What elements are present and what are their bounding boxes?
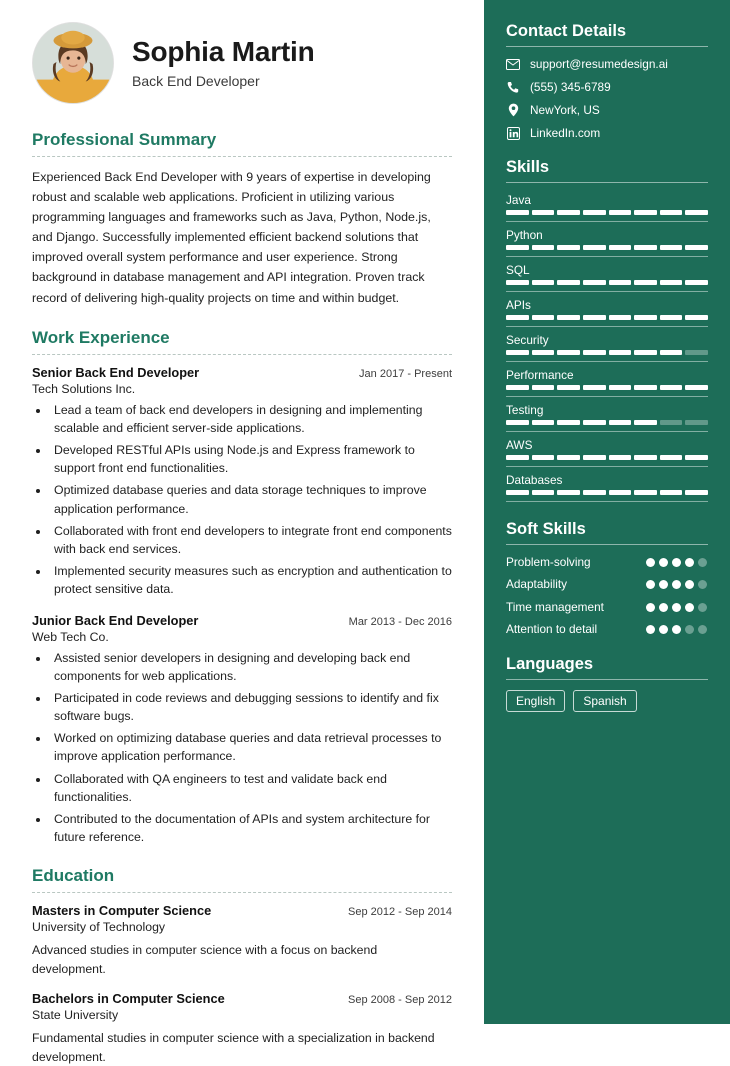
skill-segment <box>634 210 657 215</box>
skill-segment <box>685 210 708 215</box>
soft-skill-label: Adaptability <box>506 577 567 592</box>
section-heading-education: Education <box>32 866 115 886</box>
skill-segment <box>557 350 580 355</box>
skill-segment <box>532 245 555 250</box>
skill-item <box>506 333 708 362</box>
rating-dot <box>646 558 655 567</box>
contact-value: LinkedIn.com <box>530 126 601 140</box>
skill-segment <box>609 455 632 460</box>
skill-segment <box>532 210 555 215</box>
skills-list <box>506 193 708 502</box>
rating-dot <box>659 603 668 612</box>
languages-list <box>506 690 708 712</box>
skill-label: Java <box>506 193 531 207</box>
soft-skill-label: Time management <box>506 599 604 614</box>
section-heading-work: Work Experience <box>32 327 170 347</box>
skill-segment <box>532 490 555 495</box>
soft-skill-label: Attention to detail <box>506 621 598 636</box>
skill-level-bar <box>506 350 708 362</box>
rating-dot <box>685 603 694 612</box>
work-date: Jan 2017 - Present <box>359 367 452 380</box>
soft-skill-item <box>506 555 708 570</box>
section-work-experience <box>32 328 452 847</box>
skill-segment <box>660 350 683 355</box>
skill-segment <box>506 245 529 250</box>
section-soft-skills <box>506 520 708 637</box>
skill-label: Testing <box>506 403 544 417</box>
skill-segment <box>506 280 529 285</box>
skill-segment <box>583 350 606 355</box>
skill-segment <box>583 455 606 460</box>
avatar <box>32 22 114 104</box>
rating-dot <box>672 558 681 567</box>
skill-segment <box>634 420 657 425</box>
skill-segment <box>634 350 657 355</box>
skill-item <box>506 228 708 257</box>
soft-skill-rating <box>646 577 708 589</box>
rating-dot <box>646 580 655 589</box>
skill-segment <box>506 315 529 320</box>
education-date: Sep 2008 - Sep 2012 <box>348 994 452 1007</box>
skill-segment <box>557 385 580 390</box>
list-item: • Collaborated with front end developers to integrate front end components with back end services. <box>50 522 452 558</box>
skill-segment <box>609 245 632 250</box>
education-description: Advanced studies in computer science with a focus on backend development. <box>32 943 378 976</box>
skill-segment <box>660 280 683 285</box>
list-item: • Contributed to the documentation of APIs and system architecture for future reference. <box>50 810 452 846</box>
sidebar-divider <box>506 46 708 47</box>
work-company: Tech Solutions Inc. <box>32 381 136 396</box>
sidebar-heading-contact: Contact Details <box>506 22 627 40</box>
contact-email[interactable] <box>506 57 708 71</box>
sidebar-heading-skills: Skills <box>506 158 550 176</box>
skill-label: Databases <box>506 473 563 487</box>
skill-label: AWS <box>506 438 533 452</box>
education-degree: Masters in Computer Science <box>32 903 212 919</box>
location-pin-icon <box>506 103 520 117</box>
skill-segment <box>583 245 606 250</box>
skill-segment <box>609 280 632 285</box>
education-description: Fundamental studies in computer science with a specialization in backend development. <box>32 1031 435 1064</box>
skill-segment <box>609 350 632 355</box>
skill-segment <box>557 245 580 250</box>
list-item: • Lead a team of back end developers in designing and implementing scalable and efficient server-side applications. <box>50 401 452 437</box>
skill-segment <box>532 350 555 355</box>
contact-value: (555) 345-6789 <box>530 80 611 94</box>
work-role: Senior Back End Developer <box>32 364 200 380</box>
skill-segment <box>532 315 555 320</box>
section-professional-summary <box>32 130 452 308</box>
skill-item <box>506 193 708 222</box>
skill-item <box>506 298 708 327</box>
skill-segment <box>557 455 580 460</box>
skill-segment <box>634 245 657 250</box>
skill-segment <box>685 420 708 425</box>
sidebar-divider <box>506 544 708 545</box>
skill-segment <box>532 420 555 425</box>
list-item: • Assisted senior developers in designing and developing back end components for web applications. <box>50 649 452 685</box>
list-item: • Implemented security measures such as encryption and authentication to protect sensitive data. <box>50 562 452 598</box>
skill-segment <box>685 245 708 250</box>
skill-segment <box>557 420 580 425</box>
rating-dot <box>659 580 668 589</box>
section-divider <box>32 156 452 157</box>
list-item: • Optimized database queries and data storage techniques to improve application performance. <box>50 481 452 517</box>
contact-phone[interactable] <box>506 80 708 94</box>
rating-dot <box>685 625 694 634</box>
rating-dot <box>646 603 655 612</box>
skill-segment <box>634 490 657 495</box>
skill-segment <box>660 210 683 215</box>
skill-segment <box>583 385 606 390</box>
rating-dot <box>672 603 681 612</box>
education-degree: Bachelors in Computer Science <box>32 991 225 1007</box>
work-company: Web Tech Co. <box>32 629 109 644</box>
section-divider <box>32 354 452 355</box>
skill-label: APIs <box>506 298 531 312</box>
language-chip: English <box>506 690 565 712</box>
skill-segment <box>634 455 657 460</box>
skill-segment <box>609 420 632 425</box>
skill-segment <box>506 210 529 215</box>
contact-value: NewYork, US <box>530 103 600 117</box>
skill-level-bar <box>506 455 708 467</box>
skill-segment <box>506 350 529 355</box>
skill-segment <box>660 420 683 425</box>
skill-segment <box>660 385 683 390</box>
rating-dot <box>672 625 681 634</box>
soft-skill-rating <box>646 622 708 634</box>
soft-skill-rating <box>646 600 708 612</box>
skill-segment <box>685 315 708 320</box>
rating-dot <box>698 580 707 589</box>
soft-skill-item <box>506 622 708 637</box>
list-item: • Developed RESTful APIs using Node.js and Express framework to support front end functionalities. <box>50 441 452 477</box>
skill-item <box>506 473 708 502</box>
skill-item <box>506 403 708 432</box>
skill-segment <box>532 385 555 390</box>
envelope-icon <box>506 59 520 70</box>
summary-text: Experienced Back End Developer with 9 years of expertise in developing robust and scalable web applications. Proficient in utilizing various programming languages and frameworks such as Java, Python, Node.js, and Django. Successfully implemented efficient backend solutions that improved overall system performance and user experience. Strong background in database management and API integration. Proven track record of delivering high-quality projects on time and within budget. <box>32 170 431 305</box>
section-heading-summary: Professional Summary <box>32 130 217 149</box>
skill-segment <box>685 385 708 390</box>
soft-skill-rating <box>646 555 708 567</box>
skill-segment <box>557 315 580 320</box>
linkedin-icon <box>506 127 520 140</box>
skill-segment <box>685 490 708 495</box>
sidebar-divider <box>506 182 708 183</box>
contact-value: support@resumedesign.ai <box>530 57 668 71</box>
education-item <box>32 903 452 978</box>
work-role: Junior Back End Developer <box>32 612 199 628</box>
sidebar-heading-soft-skills: Soft Skills <box>506 520 586 538</box>
job-title: Back End Developer <box>132 73 260 90</box>
skill-level-bar <box>506 385 708 397</box>
rating-dot <box>685 580 694 589</box>
skill-segment <box>609 315 632 320</box>
education-item <box>32 991 452 1066</box>
skill-level-bar <box>506 280 708 292</box>
skill-segment <box>583 280 606 285</box>
skill-segment <box>609 385 632 390</box>
rating-dot <box>646 625 655 634</box>
skill-segment <box>532 280 555 285</box>
skill-item <box>506 438 708 467</box>
skill-level-bar <box>506 315 708 327</box>
contact-location <box>506 103 708 117</box>
page-title: Sophia Martin <box>132 35 315 67</box>
skill-segment <box>634 385 657 390</box>
skill-segment <box>583 315 606 320</box>
skill-segment <box>634 280 657 285</box>
rating-dot <box>698 625 707 634</box>
skill-segment <box>634 315 657 320</box>
skill-level-bar <box>506 490 708 502</box>
education-school: University of Technology <box>32 920 166 935</box>
skill-label: SQL <box>506 263 530 277</box>
skill-item <box>506 368 708 397</box>
rating-dot <box>698 558 707 567</box>
rating-dot <box>698 603 707 612</box>
skill-level-bar <box>506 210 708 222</box>
skill-segment <box>557 280 580 285</box>
skill-segment <box>583 420 606 425</box>
skill-segment <box>506 455 529 460</box>
sidebar-heading-languages: Languages <box>506 655 594 674</box>
skill-segment <box>506 490 529 495</box>
section-contact-details <box>506 22 708 140</box>
skill-segment <box>660 455 683 460</box>
education-date: Sep 2012 - Sep 2014 <box>348 906 452 919</box>
sidebar <box>484 0 730 1024</box>
soft-skill-label: Problem-solving <box>506 555 591 569</box>
skill-segment <box>609 210 632 215</box>
section-divider <box>32 892 452 893</box>
sidebar-divider <box>506 679 708 680</box>
section-skills <box>506 158 708 502</box>
skill-segment <box>660 245 683 250</box>
language-chip: Spanish <box>573 690 636 712</box>
section-education <box>32 866 452 1066</box>
skill-label: Performance <box>506 368 574 382</box>
soft-skills-list <box>506 555 708 637</box>
work-item <box>32 613 452 847</box>
rating-dot <box>659 625 668 634</box>
skill-segment <box>685 280 708 285</box>
contact-linkedin[interactable] <box>506 126 708 140</box>
work-bullets <box>50 401 452 599</box>
skill-label: Python <box>506 228 543 242</box>
skill-segment <box>506 385 529 390</box>
skill-segment <box>660 315 683 320</box>
skill-segment <box>506 420 529 425</box>
skill-segment <box>685 350 708 355</box>
work-item <box>32 365 452 599</box>
section-languages <box>506 655 708 712</box>
rating-dot <box>685 558 694 567</box>
skill-segment <box>609 490 632 495</box>
skill-segment <box>660 490 683 495</box>
work-bullets <box>50 649 452 847</box>
list-item: • Participated in code reviews and debugging sessions to identify and fix software bugs. <box>50 689 452 725</box>
rating-dot <box>659 558 668 567</box>
education-school: State University <box>32 1008 119 1023</box>
list-item: • Worked on optimizing database queries and data retrieval processes to improve application performance. <box>50 729 452 765</box>
skill-level-bar <box>506 420 708 432</box>
skill-label: Security <box>506 333 549 347</box>
resume-header <box>32 22 452 104</box>
skill-segment <box>532 455 555 460</box>
soft-skill-item <box>506 600 708 615</box>
skill-segment <box>685 455 708 460</box>
skill-segment <box>583 210 606 215</box>
skill-segment <box>557 210 580 215</box>
skill-level-bar <box>506 245 708 257</box>
rating-dot <box>672 580 681 589</box>
header-text <box>132 37 315 90</box>
list-item: • Collaborated with QA engineers to test and validate back end functionalities. <box>50 770 452 806</box>
work-date: Mar 2013 - Dec 2016 <box>348 615 452 628</box>
skill-segment <box>557 490 580 495</box>
skill-item <box>506 263 708 292</box>
soft-skill-item <box>506 577 708 592</box>
phone-icon <box>506 81 520 94</box>
skill-segment <box>583 490 606 495</box>
